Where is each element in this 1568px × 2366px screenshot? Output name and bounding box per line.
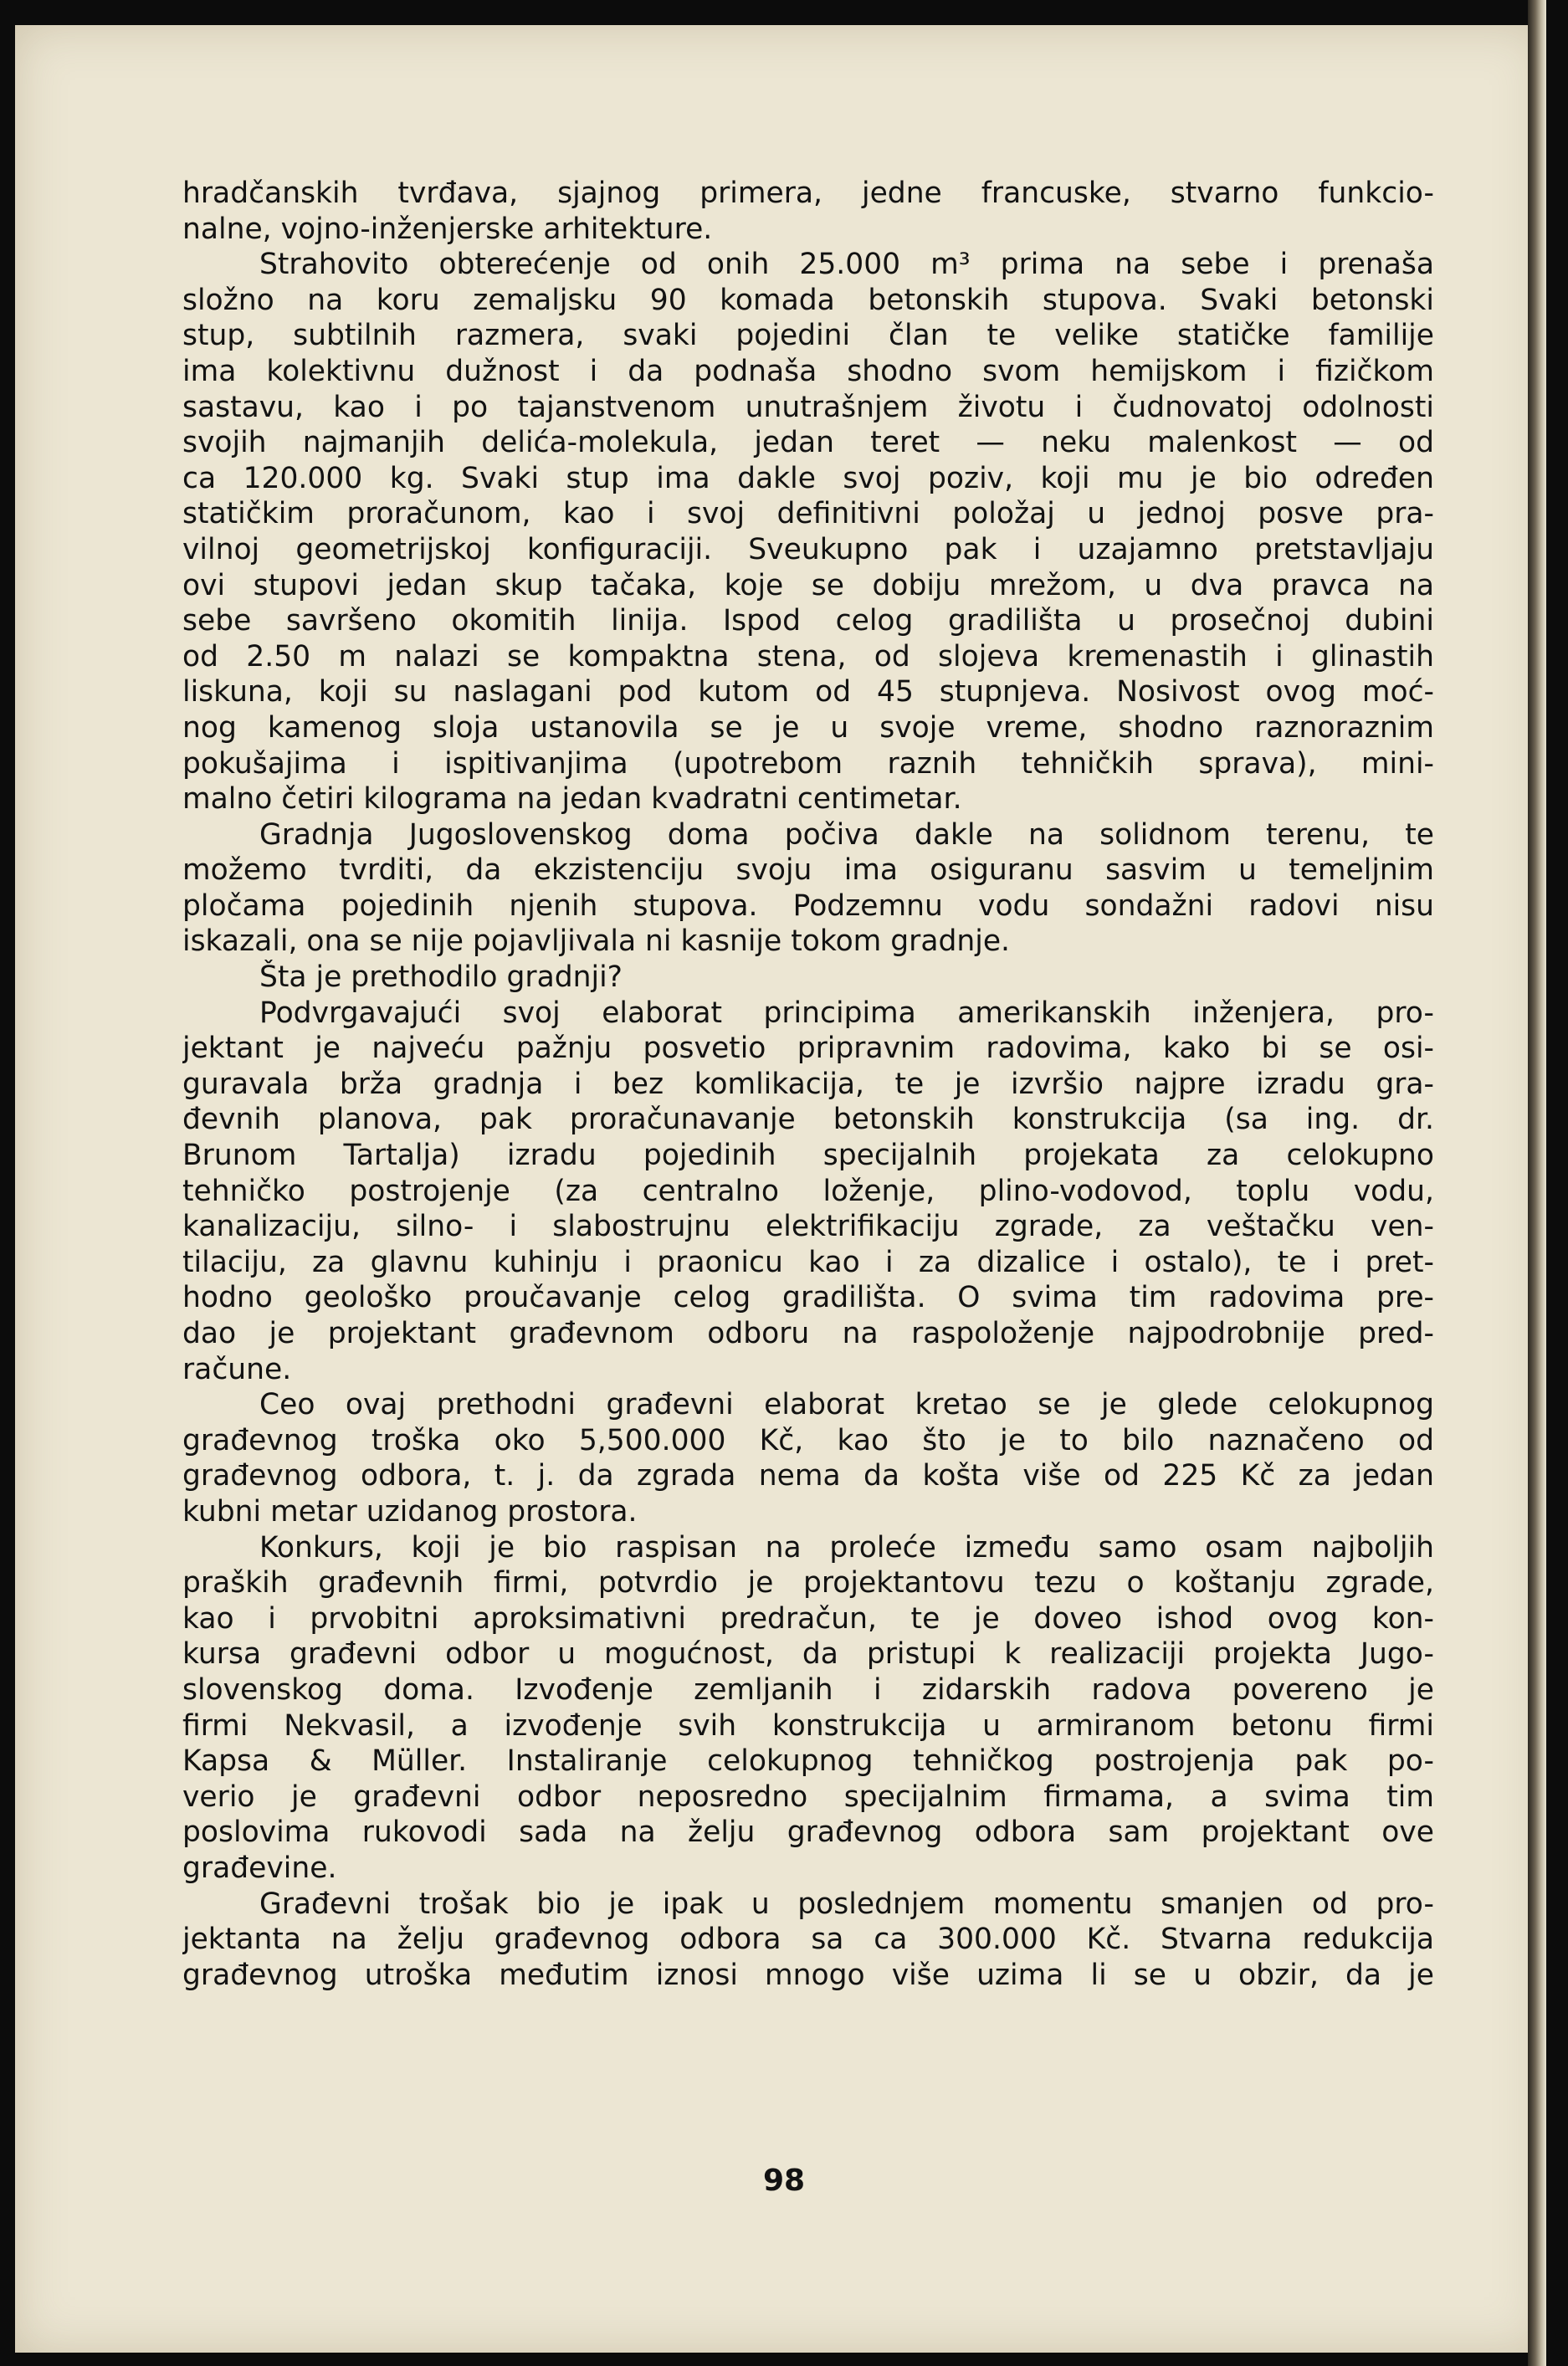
text-line: ima kolektivnu dužnost i da podnaša shodno svom hemijskom i fizičkom [182,354,1434,388]
text-line: hodno geološko proučavanje celog gradilišta. O svima tim radovima pre- [182,1281,1434,1315]
text-line: pokušajima i ispitivanjima (upotrebom raznih tehničkih sprava), mini- [182,746,1434,781]
text-line: građevnog troška oko 5,500.000 Kč, kao što je to bilo naznačeno od [182,1423,1434,1457]
text-line: tilaciju, za glavnu kuhinju i praonicu kao i za dizalice i ostalo), te i pret- [182,1245,1434,1279]
text-line: ca 120.000 kg. Svaki stup ima dakle svoj poziv, koji mu je bio određen [182,461,1434,495]
text-line: račune. [182,1352,292,1386]
text-line: praških građevnih firmi, potvrdio je projektantovu tezu o koštanju zgrade, [182,1566,1434,1600]
text-line: guravala brža gradnja i bez komlikacija, te je izvršio najpre izradu gra- [182,1067,1434,1101]
text-line: nog kamenog sloja ustanovila se je u svoje vreme, shodno raznoraznim [182,710,1434,745]
text-line: sastavu, kao i po tajanstvenom unutrašnjem životu i čudnovatoj odolnosti [182,390,1434,424]
text-line: možemo tvrditi, da ekzistenciju svoju ima osiguranu sasvim u temeljnim [182,853,1434,888]
text-line: Strahovito obterećenje od onih 25.000 m³ prima na sebe i prenaša [259,248,1434,282]
text-line: ovi stupovi jedan skup tačaka, koje se dobiju mrežom, u dva pravca na [182,568,1434,602]
page-number: 98 [762,2164,806,2198]
text-line: iskazali, ona se nije pojavljivala ni kasnije tokom gradnje. [182,924,1011,959]
text-line: slovenskog doma. Izvođenje zemljanih i zidarskih radova povereno je [182,1672,1434,1707]
text-line: malno četiri kilograma na jedan kvadratni centimetar. [182,782,962,817]
text-line: građevnog odbora, t. j. da zgrada nema da košta više od 225 Kč za jedan [182,1459,1434,1493]
text-line: svojih najmanjih delića-molekula, jedan teret — neku malenkost — od [182,426,1434,460]
text-line: đevnih planova, pak proračunavanje betonskih konstrukcija (sa ing. dr. [182,1103,1434,1137]
text-line: od 2.50 m nalazi se kompaktna stena, od slojeva kremenastih i glinastih [182,639,1434,673]
text-line: Podvrgavajući svoj elaborat principima amerikanskih inženjera, pro- [259,996,1434,1030]
text-line: Ceo ovaj prethodni građevni elaborat kretao se je glede celokupnog [259,1388,1434,1422]
text-line: kubni metar uzidanog prostora. [182,1494,638,1529]
text-line: Konkurs, koji je bio raspisan na proleće između samo osam najboljih [259,1530,1434,1565]
text-line: liskuna, koji su naslagani pod kutom od 45 stupnjeva. Nosivost ovog moć- [182,675,1434,709]
text-line: nalne, vojno-inženjerske arhitekture. [182,212,713,246]
text-line: pločama pojedinih njenih stupova. Podzemnu vodu sondažni radovi nisu [182,889,1434,923]
text-line: građevnog utroška međutim iznosi mnogo više uzima li se u obzir, da je [182,1958,1434,1992]
text-line: statičkim proračunom, kao i svoj definitivni položaj u jednoj posve pra- [182,497,1434,531]
text-line: dao je projektant građevnom odboru na raspoloženje najpodrobnije pred- [182,1317,1434,1350]
text-line: verio je građevni odbor neposredno specijalnim firmama, a svima tim [182,1780,1434,1814]
text-line: Šta je prethodilo gradnji? [259,960,623,995]
page-binding-edge [1528,0,1546,2366]
text-line: tehničko postrojenje (za centralno loženje, plino-vodovod, toplu vodu, [182,1174,1434,1208]
text-line: građevine. [182,1851,337,1885]
text-line: hradčanskih tvrđava, sjajnog primera, jedne francuske, stvarno funkcio- [182,177,1434,210]
text-line: Gradnja Jugoslovenskog doma počiva dakle na solidnom terenu, te [259,817,1434,852]
text-line: kao i prvobitni aproksimativni predračun, te je doveo ishod ovog kon- [182,1601,1434,1636]
text-line: sebe savršeno okomitih linija. Ispod celog gradilišta u prosečnoj dubini [182,604,1434,638]
text-line: stup, subtilnih razmera, svaki pojedini član te velike statičke familije [182,319,1434,353]
text-line: Građevni trošak bio je ipak u poslednjem momentu smanjen od pro- [259,1887,1434,1921]
text-line: vilnoj geometrijskoj konfiguraciji. Sveukupno pak i uzajamno pretstavljaju [182,532,1434,566]
text-line: kanalizaciju, silno- i slabostrujnu elektrifikaciju zgrade, za veštačku ven- [182,1210,1434,1244]
text-line: Kapsa & Müller. Instaliranje celokupnog tehničkog postrojenja pak po- [182,1744,1434,1779]
text-line: kursa građevni odbor u mogućnost, da pristupi k realizaciji projekta Jugo- [182,1637,1434,1672]
text-line: jektant je najveću pažnju posvetio pripravnim radovima, kako bi se osi- [182,1032,1434,1066]
text-line: jektanta na želju građevnog odbora sa ca 300.000 Kč. Stvarna redukcija [182,1923,1434,1957]
text-line: Brunom Tartalja) izradu pojedinih specijalnih projekata za celokupno [182,1139,1434,1173]
text-line: poslovima rukovodi sada na želju građevnog odbora sam projektant ove [182,1815,1434,1850]
body-text [182,176,1434,1993]
text-line: složno na koru zemaljsku 90 komada betonskih stupova. Svaki betonski [182,283,1434,317]
text-line: firmi Nekvasil, a izvođenje svih konstrukcija u armiranom betonu firmi [182,1708,1434,1743]
